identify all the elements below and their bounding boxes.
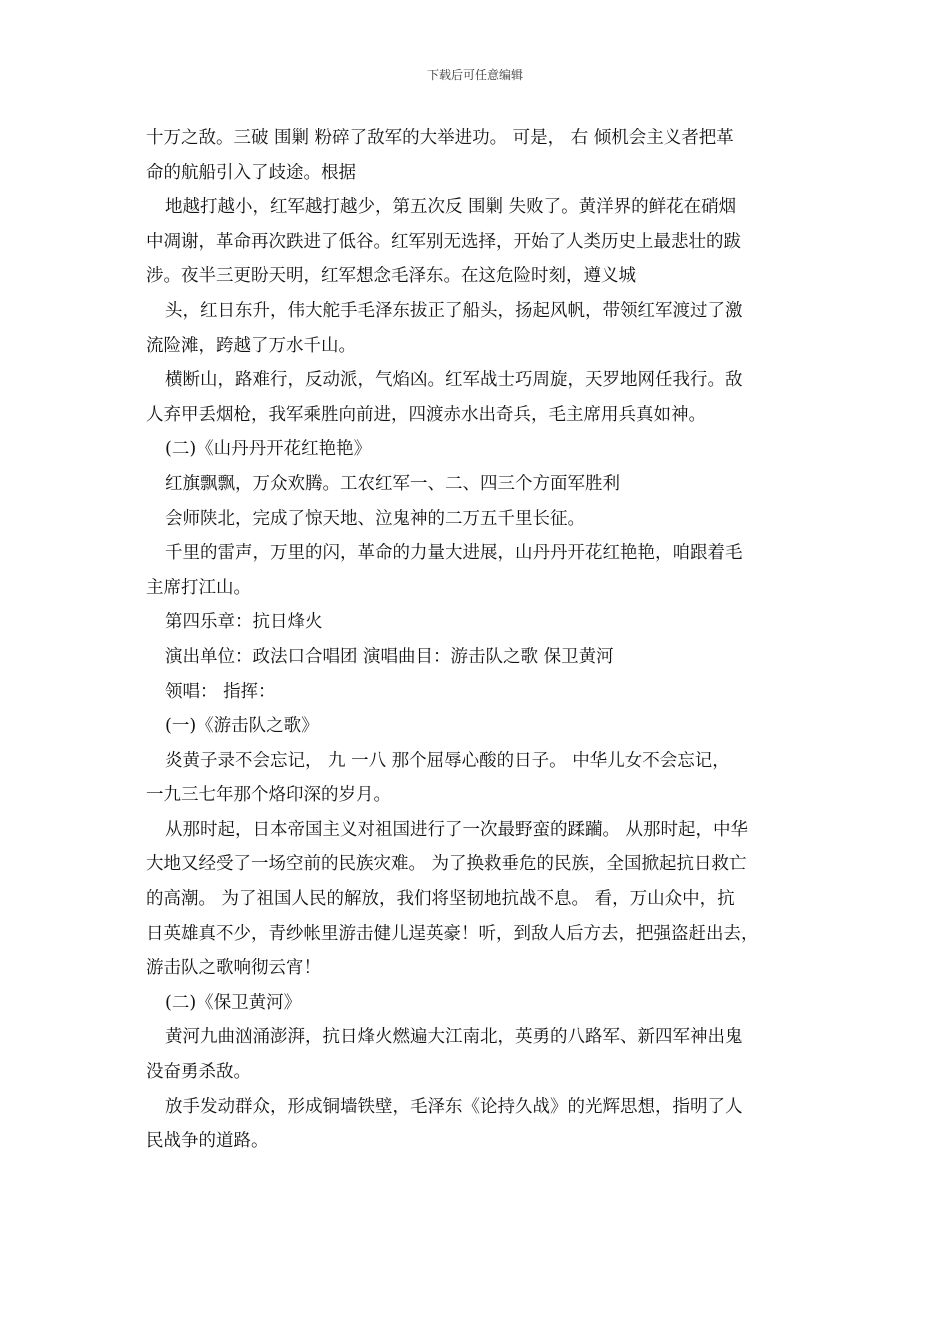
text-line: 炎黄子录不会忘记， 九 一八 那个屈辱心酸的日子。 中华儿女不会忘记， [165,750,730,771]
text-line: 第四乐章：抗日烽火 [165,612,323,633]
text-line: 主席打江山。 [146,577,251,598]
text-line: 涉。夜半三更盼天明，红军想念毛泽东。在这危险时刻，遵义城 [146,266,636,287]
text-line: 的高潮。 为了祖国人民的解放，我们将坚韧地抗战不息。 看，万山众中，抗 [146,889,735,910]
text-line: 流险滩，跨越了万水千山。 [146,335,356,356]
text-line: 中凋谢，革命再次跌进了低谷。红军别无选择，开始了人类历史上最悲壮的跋 [146,231,741,252]
text-line: 一九三七年那个烙印深的岁月。 [146,785,391,806]
text-line: 日英雄真不少，青纱帐里游击健儿逞英豪！听，到敌人后方去，把强盗赶出去， [146,923,759,944]
page-header: 下载后可任意编辑 [426,68,523,82]
text-line: 游击队之歌响彻云宵！ [146,958,321,979]
text-line: 命的航船引入了歧途。根据 [146,162,356,183]
text-line: 人弃甲丢烟枪，我军乘胜向前进，四渡赤水出奇兵，毛主席用兵真如神。 [146,404,706,425]
text-line: 会师陕北，完成了惊天地、泣鬼神的二万五千里长征。 [165,508,585,529]
text-line: 地越打越小，红军越打越少，第五次反 围剿 失败了。黄洋界的鲜花在硝烟 [165,197,737,218]
text-line: 头，红日东升，伟大舵手毛泽东拔正了船头，扬起风帆，带领红军渡过了激 [165,300,743,321]
text-line: 领唱： 指挥： [165,681,276,702]
text-line: 放手发动群众，形成铜墙铁壁，毛泽东《论持久战》的光辉思想，指明了人 [165,1096,743,1117]
body-text [146,121,818,1159]
text-line: 千里的雷声，万里的闪，革命的力量大进展，山丹丹开花红艳艳，咱跟着毛 [165,543,743,564]
text-line: 十万之敌。三破 围剿 粉碎了敌军的大举进功。 可是， 右 倾机会主义者把革 [146,128,734,148]
text-line: (一)《游击队之歌》 [165,716,319,737]
text-line: 横断山，路难行，反动派，气焰凶。红军战士巧周旋，天罗地网任我行。敌 [165,370,743,391]
text-line: (二)《山丹丹开花红艳艳》 [165,439,372,460]
text-line: 民战争的道路。 [146,1131,269,1152]
text-line: 红旗飘飘，万众欢腾。工农红军一、二、四三个方面军胜利 [165,473,620,494]
text-line: 黄河九曲汹涌澎湃，抗日烽火燃遍大江南北，英勇的八路军、新四军神出鬼 [165,1027,743,1048]
text-line: 大地又经受了一场空前的民族灾难。 为了换救垂危的民族，全国掀起抗日救亡 [146,854,747,875]
text-line: 演出单位：政法口合唱团 演唱曲目：游击队之歌 保卫黄河 [165,646,614,667]
text-line: 从那时起，日本帝国主义对祖国进行了一次最野蛮的蹂躏。 从那时起，中华 [165,819,749,840]
text-line: 没奋勇杀敌。 [146,1062,251,1083]
text-line: (二)《保卫黄河》 [165,992,302,1013]
